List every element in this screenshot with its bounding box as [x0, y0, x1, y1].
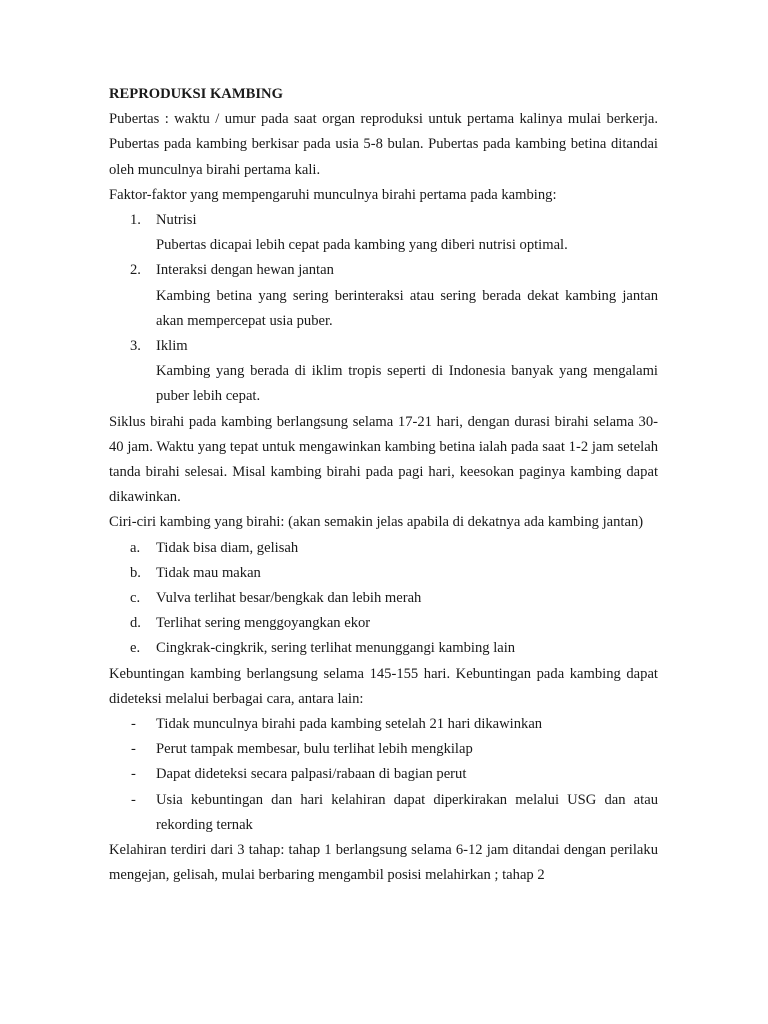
list-item-text: Perut tampak membesar, bulu terlihat lebih mengkilap: [156, 741, 473, 758]
list-number: 3.: [130, 338, 141, 355]
list-item-text: Terlihat sering menggoyangkan ekor: [156, 615, 371, 632]
list-item-text: Tidak munculnya birahi pada kambing setelah 21 hari dikawinkan: [156, 716, 543, 733]
detection-list: [109, 712, 658, 838]
list-item: [109, 788, 658, 838]
list-number: 2.: [130, 262, 141, 279]
list-dash: -: [131, 716, 136, 733]
paragraph-ciri-ciri: Ciri-ciri kambing yang birahi: (akan semakin jelas apabila di dekatnya ada kambing jantan): [109, 514, 644, 531]
paragraph-kelahiran: Kelahiran terdiri dari 3 tahap: tahap 1 berlangsung selama 6-12 jam ditandai dengan perilaku mengejan, gelisah, mulai berbaring mengambil posisi melahirkan ; tahap 2: [109, 842, 658, 884]
list-item-text: Cingkrak-cingkrik, sering terlihat menunggangi kambing lain: [156, 640, 516, 657]
list-number: 1.: [130, 212, 141, 229]
paragraph-pubertas: Pubertas : waktu / umur pada saat organ reproduksi untuk pertama kalinya mulai berkerja. Pubertas pada kambing berkisar pada usia 5-8 bulan. Pubertas pada kambing betina ditandai oleh munculnya birahi pertama kali.: [109, 111, 658, 178]
list-item-label: Interaksi dengan hewan jantan: [156, 262, 334, 279]
list-dash: -: [131, 766, 136, 783]
paragraph-siklus-birahi: Siklus birahi pada kambing berlangsung selama 17-21 hari, dengan durasi birahi selama 30-40 jam. Waktu yang tepat untuk mengawinkan kambing betina ialah pada saat 1-2 jam setelah tanda birahi selesai. Misal kambing birahi pada pagi hari, keesokan paginya kambing dapat dikawinkan.: [109, 413, 658, 506]
list-item-label: Nutrisi: [156, 212, 197, 229]
list-item: [109, 636, 658, 661]
list-item: [109, 586, 658, 611]
list-letter: c.: [130, 590, 141, 607]
list-item: [109, 208, 658, 258]
list-item-label: Iklim: [156, 338, 188, 355]
paragraph-kebuntingan: Kebuntingan kambing berlangsung selama 145-155 hari. Kebuntingan pada kambing dapat dideteksi melalui berbagai cara, antara lain:: [109, 665, 658, 707]
list-item: [109, 712, 658, 737]
list-item: [109, 737, 658, 762]
list-item: [109, 536, 658, 561]
list-item-text: Tidak bisa diam, gelisah: [156, 539, 299, 556]
paragraph-factors-intro: Faktor-faktor yang mempengaruhi munculnya birahi pertama pada kambing:: [109, 186, 557, 203]
signs-list: [109, 536, 658, 662]
list-item: [109, 762, 658, 787]
list-item-description: Kambing yang berada di iklim tropis seperti di Indonesia banyak yang mengalami puber lebih cepat.: [156, 363, 658, 405]
list-dash: -: [131, 741, 136, 758]
list-letter: e.: [130, 640, 141, 657]
list-letter: b.: [130, 564, 141, 581]
list-item: [109, 334, 658, 410]
list-item-text: Dapat dideteksi secara palpasi/rabaan di bagian perut: [156, 766, 467, 783]
list-item: [109, 611, 658, 636]
list-item: [109, 258, 658, 334]
document-title: REPRODUKSI KAMBING: [109, 86, 283, 102]
document-body: [109, 82, 658, 889]
list-item-text: Tidak mau makan: [156, 564, 261, 581]
list-item-description: Kambing betina yang sering berinteraksi atau sering berada dekat kambing jantan akan mempercepat usia puber.: [156, 287, 658, 329]
list-item: [109, 561, 658, 586]
list-item-text: Vulva terlihat besar/bengkak dan lebih merah: [156, 590, 422, 607]
list-letter: a.: [130, 539, 141, 556]
list-item-description: Pubertas dicapai lebih cepat pada kambing yang diberi nutrisi optimal.: [156, 237, 568, 254]
factors-list: [109, 208, 658, 410]
list-letter: d.: [130, 615, 141, 632]
list-dash: -: [131, 791, 136, 808]
list-item-text: Usia kebuntingan dan hari kelahiran dapat diperkirakan melalui USG dan atau rekording ternak: [156, 791, 658, 833]
